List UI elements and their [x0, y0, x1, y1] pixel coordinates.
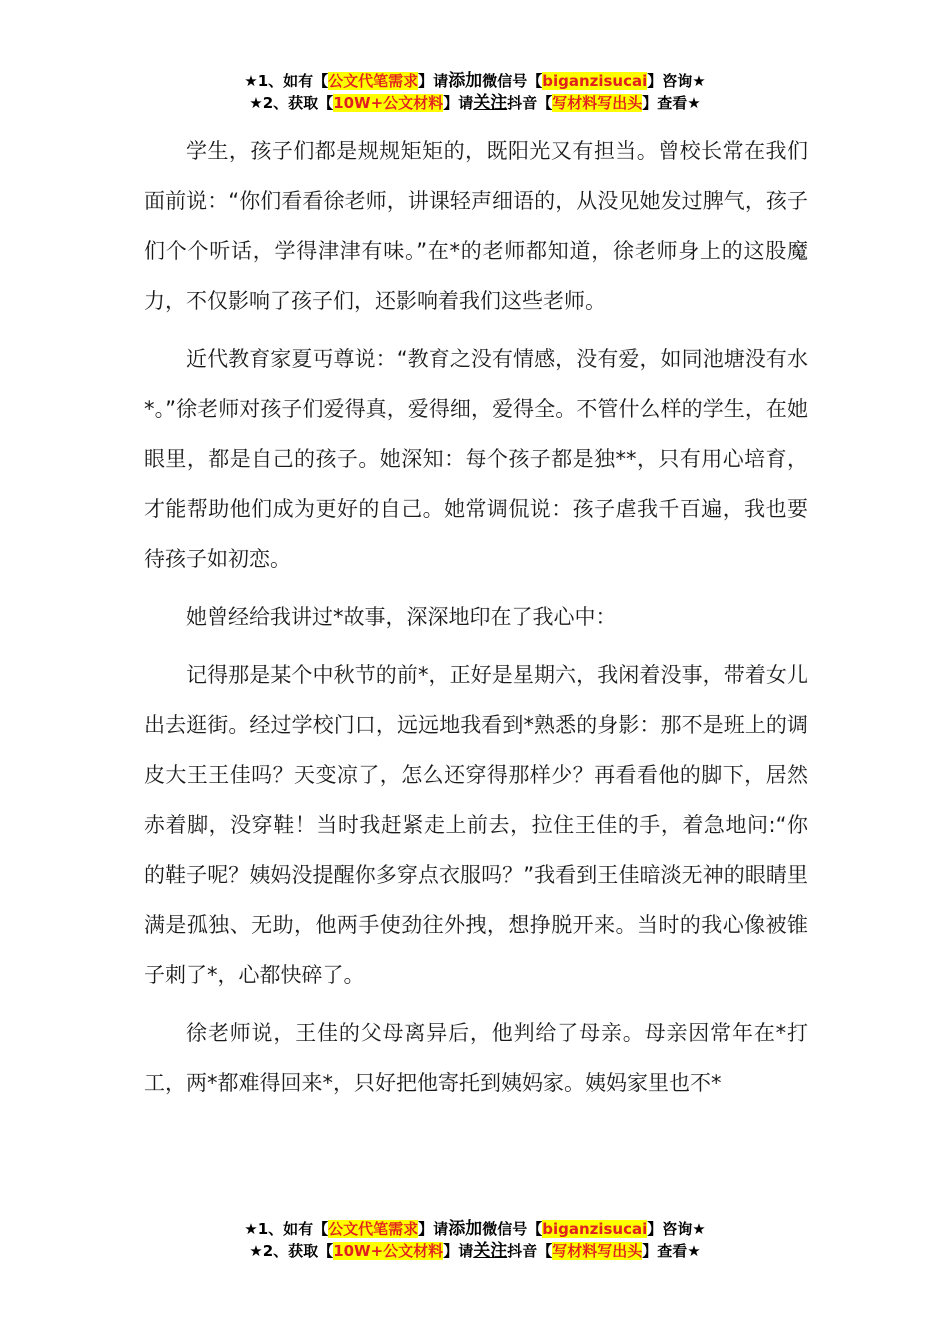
highlight-douyin-id: 写材料写出头	[552, 1242, 643, 1260]
document-body	[144, 126, 808, 1116]
banner-text: 微信号【	[482, 72, 543, 90]
paragraph: 记得那是某个中秋节的前*，正好是星期六，我闲着没事，带着女儿出去逛街。经过学校门口，远远地我看到*熟悉的身影：那不是班上的调皮大王王佳吗？天变凉了，怎么还穿得那样少？再看看他的脚下，居然赤着脚，没穿鞋！当时我赶紧走上前去，拉住王佳的手，着急地问:“你的鞋子呢？姨妈没提醒你多穿点衣服吗？”我看到王佳暗淡无神的眼睛里满是孤独、无助，他两手使劲往外拽，想挣脱开来。当时的我心像被锥子刺了*，心都快碎了。	[144, 663, 808, 987]
banner-text: 】请	[418, 72, 449, 90]
banner-text: 】查看★	[642, 94, 701, 112]
highlight-materials: 10W+公文材料	[333, 1242, 444, 1260]
highlight-wechat-id: biganzisucai	[542, 72, 648, 90]
banner-emphasis: 关注	[473, 1241, 508, 1261]
star-icon: ★	[249, 94, 263, 112]
banner-line-1	[0, 70, 950, 92]
banner-line-2	[0, 92, 950, 114]
banner-emphasis: 关注	[473, 93, 508, 113]
banner-text: 1、如有【	[257, 72, 329, 90]
banner-text: 】请	[443, 94, 474, 112]
highlight-douyin-id: 写材料写出头	[552, 94, 643, 112]
highlight-materials: 10W+公文材料	[333, 94, 444, 112]
banner-line-1	[0, 1218, 950, 1240]
star-icon: ★	[244, 1220, 258, 1238]
footer-banner	[0, 1218, 950, 1262]
banner-text: 1、如有【	[257, 1220, 329, 1238]
banner-text: 】请	[443, 1242, 474, 1260]
highlight-service: 公文代笔需求	[328, 1220, 419, 1238]
banner-text: 】查看★	[642, 1242, 701, 1260]
star-icon: ★	[244, 72, 258, 90]
highlight-service: 公文代笔需求	[328, 72, 419, 90]
star-icon: ★	[249, 1242, 263, 1260]
paragraph: 学生，孩子们都是规规矩矩的，既阳光又有担当。曾校长常在我们面前说：“你们看看徐老师，讲课轻声细语的，从没见她发过脾气，孩子们个个听话，学得津津有味。”在*的老师都知道，徐老师身上的这股魔力，不仅影响了孩子们，还影响着我们这些老师。	[144, 139, 808, 313]
banner-text: 抖音【	[507, 94, 553, 112]
paragraph: 徐老师说，王佳的父母离异后，他判给了母亲。母亲因常年在*打工，两*都难得回来*，只好把他寄托到姨妈家。姨妈家里也不*	[144, 1021, 808, 1095]
banner-text: 抖音【	[507, 1242, 553, 1260]
highlight-wechat-id: biganzisucai	[542, 1220, 648, 1238]
paragraph: 她曾经给我讲过*故事，深深地印在了我心中：	[186, 605, 617, 629]
banner-text: 2、获取【	[262, 94, 334, 112]
banner-text: 】咨询★	[647, 72, 706, 90]
banner-text: 微信号【	[482, 1220, 543, 1238]
banner-text: 】咨询★	[647, 1220, 706, 1238]
banner-line-2	[0, 1240, 950, 1262]
paragraph: 近代教育家夏丏尊说：“教育之没有情感，没有爱，如同池塘没有水*。”徐老师对孩子们爱得真，爱得细，爱得全。不管什么样的学生，在她眼里，都是自己的孩子。她深知：每个孩子都是独**，只有用心培育，才能帮助他们成为更好的自己。她常调侃说：孩子虐我千百遍，我也要待孩子如初恋。	[144, 347, 808, 571]
banner-text: 】请	[418, 1220, 449, 1238]
banner-emphasis: 添加	[448, 71, 483, 91]
header-banner	[0, 70, 950, 114]
banner-emphasis: 添加	[448, 1219, 483, 1239]
banner-text: 2、获取【	[262, 1242, 334, 1260]
